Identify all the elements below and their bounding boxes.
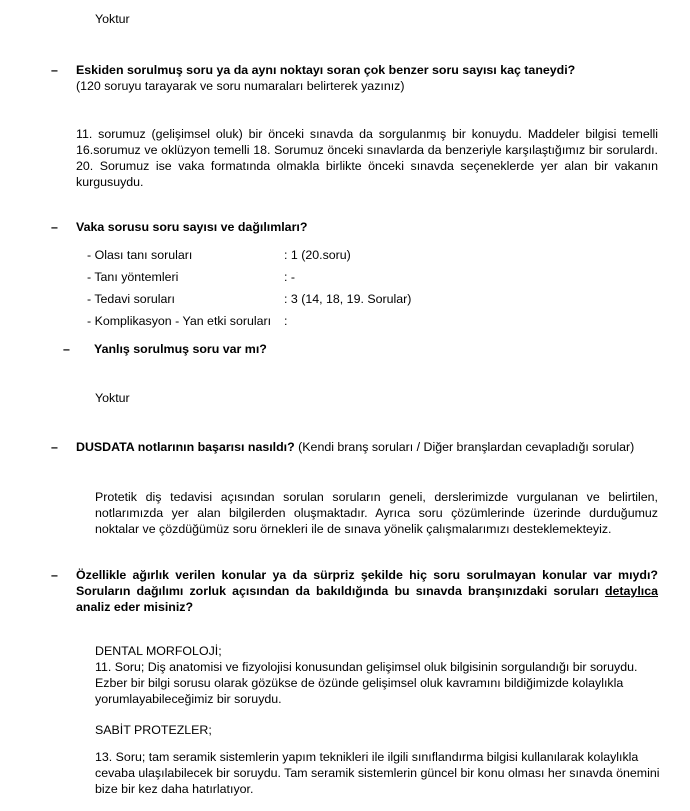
answer-dusdata: Protetik diş tedavisi açısından sorulan soruların geneli, derslerimizde vurgulanan ve belirtilen, notlarımızda yer alan bilgilerden oluşmaktadır. Ayrıca soru çözümlerinde üzerinde durduğumuz noktalar ve çözdüğümüz soru örnekleri ile de sınava yönelik çalışmalarımızı desteklemekteyiz. (95, 490, 658, 536)
question-dash: – (51, 440, 58, 454)
question-dash: – (51, 220, 58, 234)
case-row (87, 247, 647, 263)
question-title-similar: Eskiden sorulmuş soru ya da aynı noktayı soran çok benzer soru sayısı kaç taneydi? (76, 63, 576, 77)
case-row-label: - Tedavi soruları (87, 292, 175, 306)
question-dash: – (51, 63, 58, 77)
case-row-value: : 3 (14, 18, 19. Sorular) (284, 292, 412, 306)
question-title-topics-part2: analiz eder misiniz? (76, 600, 194, 614)
case-row-value: : - (284, 270, 296, 284)
case-row-value: : (284, 314, 288, 328)
question-title-topics-part1: Özellikle ağırlık verilen konular ya da sürpriz şekilde hiç soru sorulmayan konular var mıydı? Soruların dağılımı zorluk açısından da bakıldığında bu sınavda branşınızdaki soruları (76, 568, 658, 598)
question-line-dusdata (76, 439, 666, 455)
question-title-dusdata: DUSDATA notlarının başarısı nasıldı? (76, 440, 295, 454)
case-row-label: - Komplikasyon - Yan etki soruları (87, 314, 272, 328)
answer-similar: 11. sorumuz (gelişimsel oluk) bir önceki sınavda da sorgulanmış bir konuydu. Maddeler bilgisi temelli 16.sorumuz ve oklüzyon temelli 18. Sorumuz önceki sınavlarda da benzeriyle karşılaştığımız bir sorulardı. 20. Sorumuz ise vaka formatında olmakla birlikte önceki sınavda seçeneklerde yer alan bir vakanın kurgusuydu. (76, 127, 658, 189)
case-row (87, 269, 647, 285)
question-dash: – (63, 342, 70, 356)
question-note-similar: (120 soruyu tarayarak ve soru numaraları belirterek yazınız) (76, 79, 405, 93)
question-title-topics (76, 567, 658, 615)
answer-wrong: Yoktur (95, 391, 130, 405)
question-title-wrong: Yanlış sorulmuş soru var mı? (94, 342, 267, 356)
section-text-dental-morphology: 11. Soru; Diş anatomisi ve fizyolojisi konusundan gelişimsel oluk bilgisinin sorgulandığı bir soruydu. Ezber bir bilgi sorusu olarak gözükse de özünde gelişimsel oluk kavramını bildiğimizde kolaylıkla yorumlayabileceğimiz bir soruydu. (95, 660, 638, 706)
question-dash: – (51, 568, 58, 582)
case-row (87, 291, 647, 307)
question-title-topics-underlined: detaylıca (604, 584, 658, 598)
case-row (87, 313, 647, 329)
section-heading-fixed-prostheses: SABİT PROTEZLER; (95, 723, 212, 737)
case-row-label: - Tanı yöntemleri (87, 270, 179, 284)
top-answer: Yoktur (95, 12, 130, 26)
question-title-case: Vaka sorusu soru sayısı ve dağılımları? (76, 220, 308, 234)
case-row-label: - Olası tanı soruları (87, 248, 193, 262)
question-note-dusdata: (Kendi branş soruları / Diğer branşlardan cevapladığı sorular) (298, 440, 635, 454)
case-row-value: : 1 (20.soru) (284, 248, 351, 262)
section-heading-dental-morphology: DENTAL MORFOLOJİ; (95, 644, 222, 658)
section-text-fixed-prostheses: 13. Soru; tam seramik sistemlerin yapım teknikleri ile ilgili sınıflandırma bilgisi kullanılarak kolaylıkla cevaba ulaşılabilecek bir soruydu. Tam seramik sistemlerin güncel bir konu olması her sınavda önemini bize bir kez daha hatırlatıyor. (95, 750, 660, 796)
